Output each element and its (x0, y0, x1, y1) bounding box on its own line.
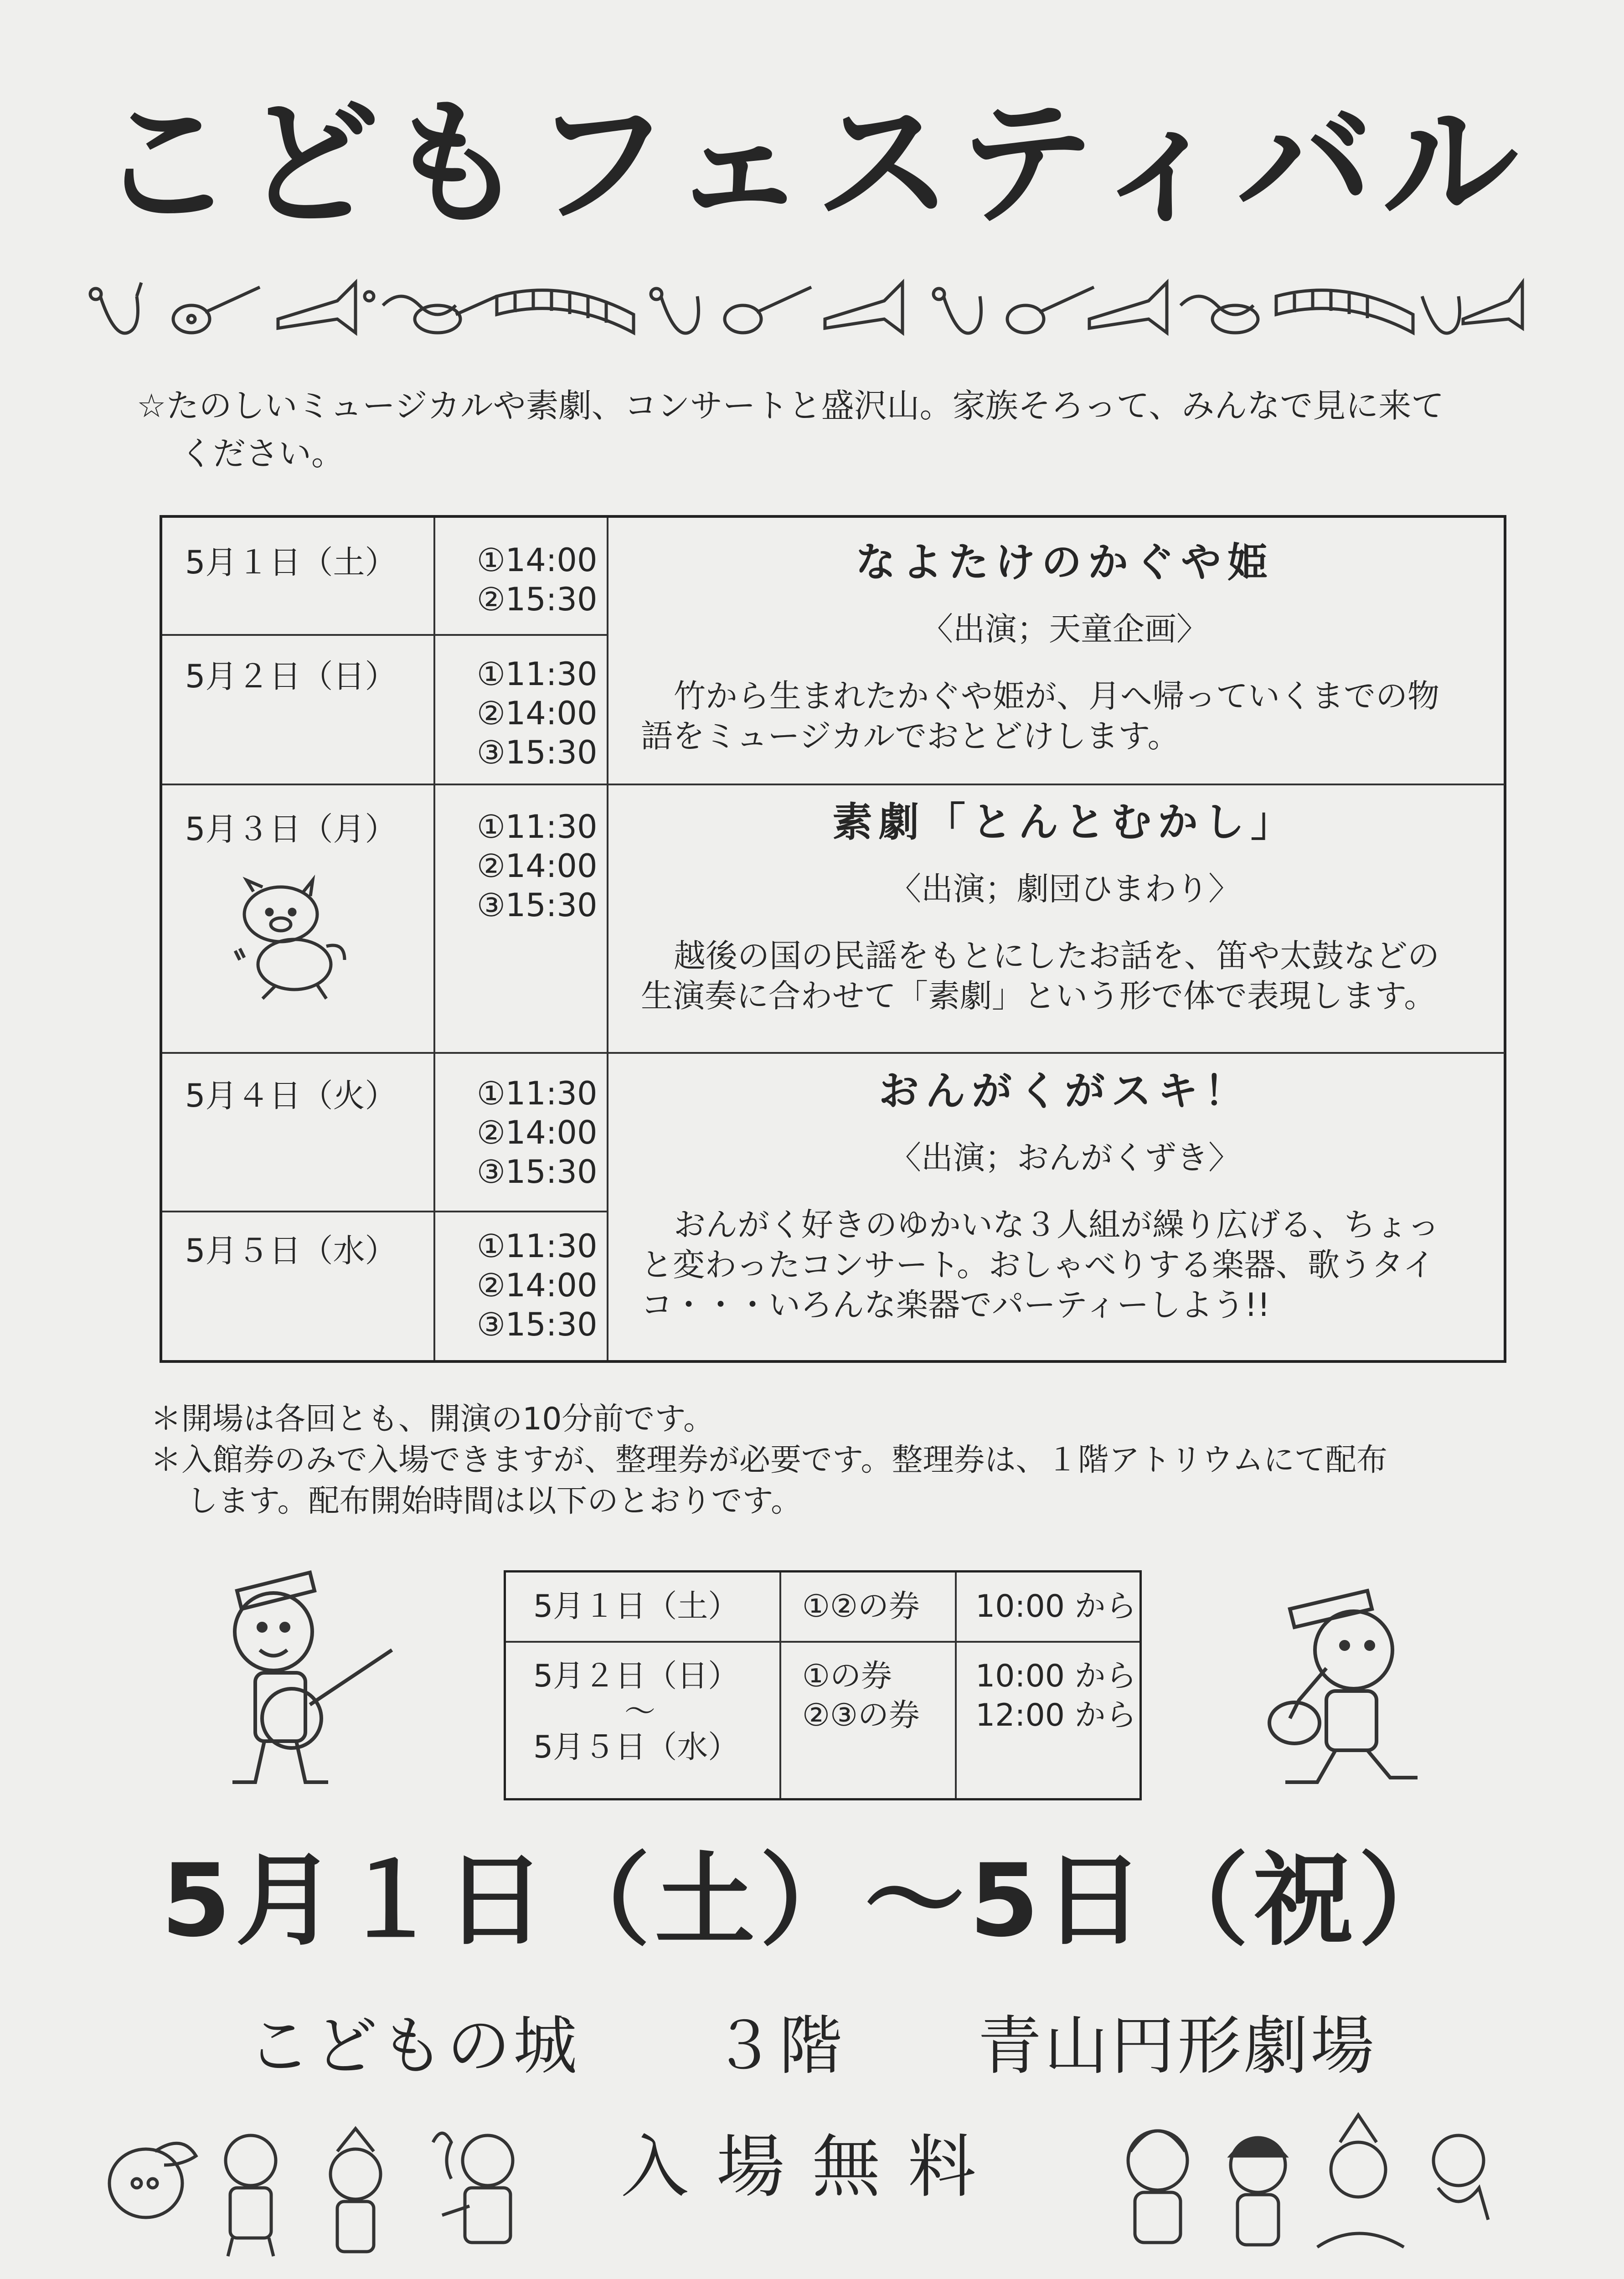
guitar-icon (1007, 287, 1094, 333)
violin-icon (1181, 296, 1258, 333)
showtime: ③15:30 (477, 1153, 598, 1191)
program-title: 素劇「とんとむかし」 (832, 799, 1297, 846)
saxophone-icon (933, 289, 981, 333)
baby-character-icon (1433, 2135, 1488, 2220)
table-divider (162, 1211, 607, 1212)
venue-theater: 青山円形劇場 (978, 2009, 1377, 2083)
trumpet-icon (278, 283, 374, 333)
date-cell: 5月２日（日） (185, 658, 397, 695)
child-character-icon (1231, 2138, 1285, 2245)
clown-character-icon (226, 2135, 276, 2256)
table-divider (779, 1573, 781, 1798)
table-divider (433, 518, 435, 1360)
times-cell (477, 1074, 627, 1191)
trumpet-icon (1089, 283, 1167, 333)
table-divider (162, 784, 1505, 785)
showtime: ②14:00 (477, 695, 598, 732)
note-2: ＊入館券のみで入場できますが、整理券が必要です。整理券は、１階アトリウムにて配布 (150, 1442, 1387, 1478)
page-title: こどもフェスティバル (98, 84, 1526, 243)
table-divider (955, 1573, 957, 1798)
intro-line-2: ください。 (180, 434, 345, 473)
venue (0, 2009, 1624, 2083)
showtime: ①11:30 (477, 1075, 598, 1112)
program-cast: 〈出演；劇団ひまわり〉 (889, 870, 1240, 907)
program-cast: 〈出演；天童企画〉 (921, 610, 1208, 648)
showtime: ①11:30 (477, 1227, 598, 1265)
saxophone-icon (651, 289, 699, 333)
table-divider (162, 634, 607, 636)
saxophone-icon (1422, 296, 1460, 333)
venue-floor: ３階 (712, 2009, 846, 2083)
program-block (623, 539, 1507, 756)
showtime: ①11:30 (477, 808, 598, 846)
date-range-cell: 5月２日（日） 〜 5月５日（水） (533, 1658, 739, 1765)
clown-character-icon (330, 2129, 381, 2252)
face-character-icon (109, 2143, 196, 2217)
note-1: ＊開場は各回とも、開演の10分前です。 (150, 1401, 715, 1437)
intro-line-1: ☆たのしいミュージカルや素劇、コンサートと盛沢山。家族そろって、みんなで見に来て (137, 387, 1444, 425)
trumpet-player-illustration (1249, 1577, 1468, 1796)
times-cell (477, 541, 627, 619)
showtime: ②15:30 (477, 581, 598, 618)
showtime: ③15:30 (477, 1306, 598, 1343)
showtime: ③15:30 (477, 734, 598, 771)
program-title: なよたけのかぐや姫 (855, 539, 1274, 586)
bottom-left-characters (100, 2124, 538, 2261)
guitar-icon (173, 287, 260, 333)
showtime: ②14:00 (477, 1267, 598, 1304)
program-title: おんがくがスキ！ (878, 1067, 1251, 1114)
admission-free: 入場無料 (620, 2128, 1004, 2207)
violin-icon (383, 296, 497, 333)
musician-character-icon (433, 2133, 513, 2243)
note-3: します。配布開始時間は以下のとおりです。 (187, 1483, 802, 1519)
trumpet-icon (1463, 283, 1522, 328)
ticket-distribution-table (504, 1570, 1142, 1800)
showtime: ①14:00 (477, 541, 598, 579)
pig-illustration (226, 873, 363, 1010)
times-cell (477, 1227, 627, 1344)
music-instruments-border (82, 269, 1541, 356)
program-cast: 〈出演；おんがくずき〉 (889, 1139, 1240, 1176)
guitar-icon (725, 287, 811, 333)
time-cell: 10:00 から 12:00 から (975, 1658, 1137, 1733)
date-cell: 5月５日（水） (185, 1232, 397, 1269)
table-divider (162, 1052, 1505, 1054)
child-character-icon (1128, 2131, 1187, 2243)
trumpet-icon (825, 283, 902, 333)
time-cell: 10:00 から (975, 1588, 1137, 1624)
program-description: 竹から生まれたかぐや姫が、月へ帰っていくまでの物 語をミュージカルでおとどけします。 (641, 677, 1439, 755)
piano-keys-icon (497, 290, 634, 333)
schedule-table (160, 515, 1506, 1363)
ticket-cell: ①の券 ②③の券 (802, 1658, 920, 1733)
date-cell: 5月１日（土） (533, 1588, 739, 1624)
date-cell: 5月１日（土） (185, 544, 397, 581)
program-description: おんがく好きのゆかいな３人組が繰り広げる、ちょっ と変わったコンサート。おしゃべりする楽器、歌うタイ コ・・・いろんな楽器でパーティーしよう!! (641, 1206, 1439, 1324)
program-description: 越後の国の民謡をもとにしたお話を、笛や太鼓などの 生演奏に合わせて「素劇」という形で体で表現します。 (641, 937, 1439, 1015)
date-cell: 5月３日（月） (185, 810, 397, 848)
times-cell (477, 655, 627, 772)
piano-keys-icon (1276, 290, 1413, 333)
showtime: ①11:30 (477, 655, 598, 693)
showtime: ②14:00 (477, 1114, 598, 1151)
program-block (623, 1067, 1507, 1325)
venue-building: こどもの城 (247, 2009, 580, 2083)
event-dates-banner: 5月１日（土）〜5日（祝） (161, 1842, 1463, 1959)
times-cell (477, 807, 627, 925)
table-divider (506, 1641, 1139, 1643)
saxophone-icon (90, 283, 141, 333)
banjo-player-illustration (219, 1563, 415, 1800)
showtime: ③15:30 (477, 887, 598, 924)
program-block (623, 799, 1507, 1016)
bottom-right-characters (1112, 2110, 1522, 2261)
child-character-icon (1317, 2115, 1404, 2247)
showtime: ②14:00 (477, 847, 598, 885)
ticket-cell: ①②の券 (802, 1588, 920, 1624)
date-cell: 5月４日（火） (185, 1077, 397, 1114)
